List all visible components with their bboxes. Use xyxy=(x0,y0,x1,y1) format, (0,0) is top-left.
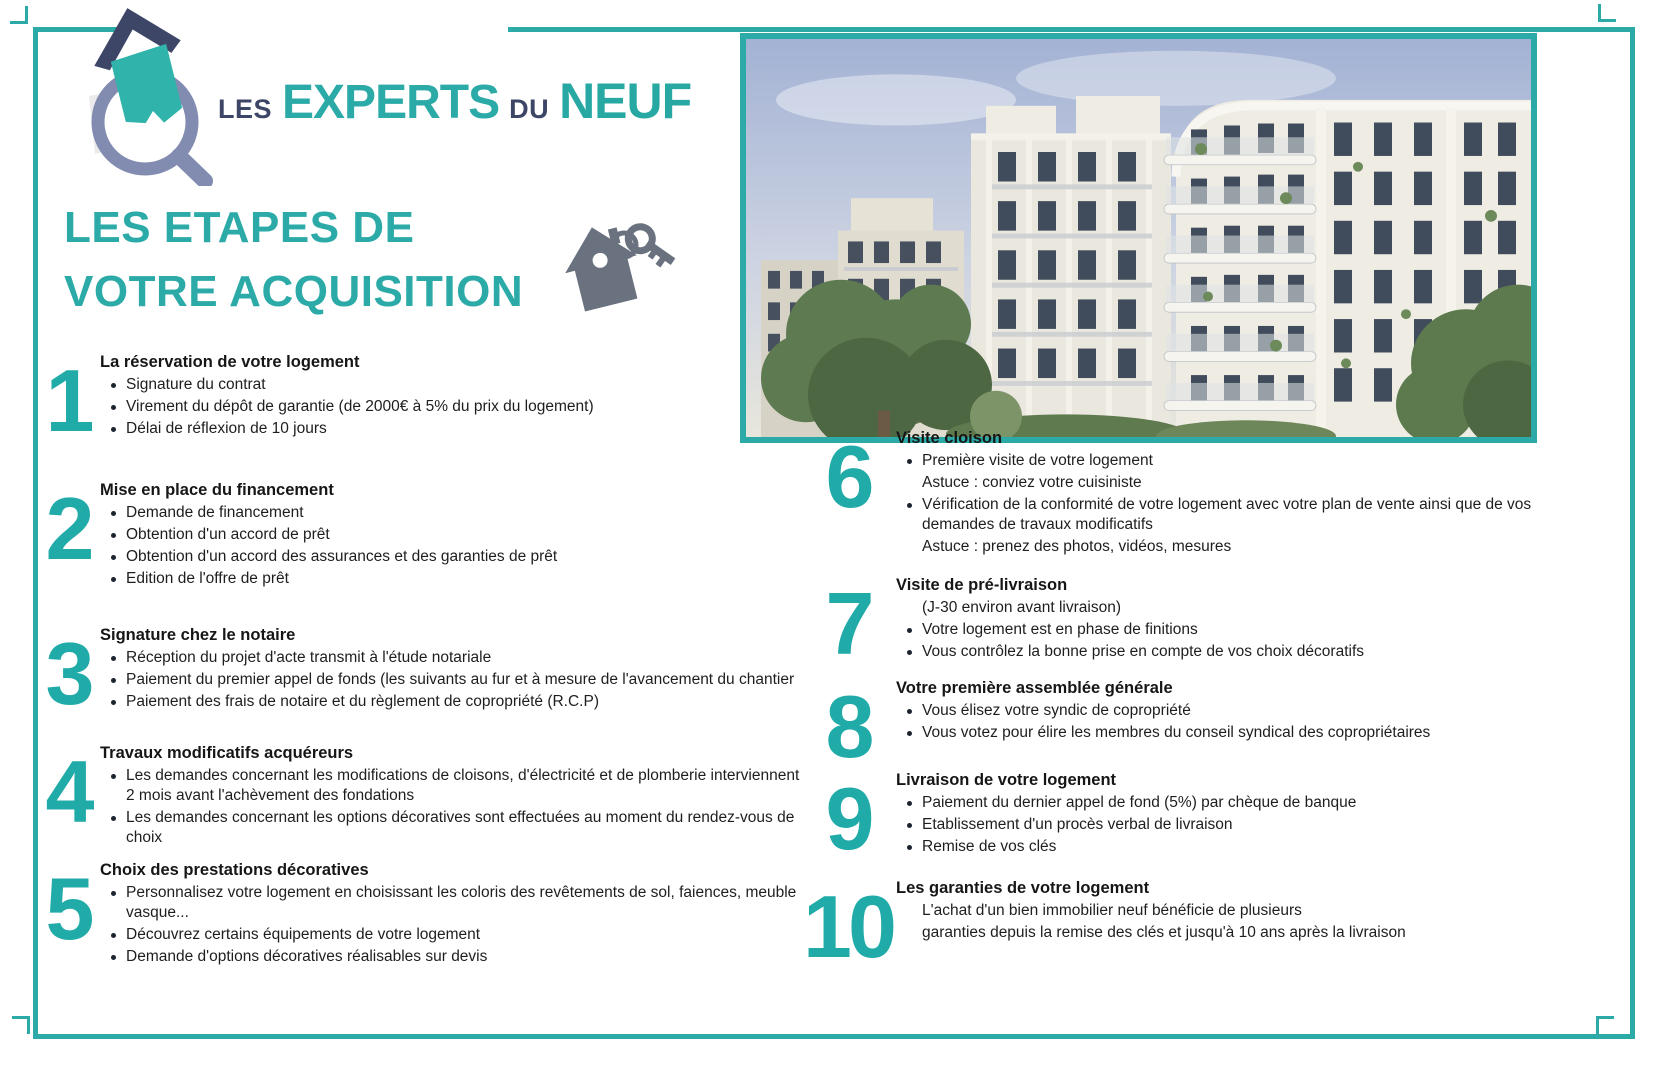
step-title: Votre première assemblée générale xyxy=(896,679,1173,697)
step-title: Visite de pré-livraison xyxy=(896,576,1068,594)
step-number: 5 xyxy=(45,859,91,958)
step-item: Première visite de votre logement xyxy=(906,451,1536,471)
step-title: Travaux modificatifs acquéreurs xyxy=(100,744,354,762)
logo-wordmark xyxy=(218,72,691,130)
step-title: Mise en place du financement xyxy=(100,481,334,499)
step-item: L'achat d'un bien immobilier neuf bénéficie de plusieurs xyxy=(922,902,1302,919)
step-item: Vérification de la conformité de votre logement avec votre plan de vente ainsi que de vos demandes de travaux modificatifs xyxy=(906,495,1536,535)
step-title: Livraison de votre logement xyxy=(896,771,1117,789)
step-item: garanties depuis la remise des clés et jusqu'à 10 ans après la livraison xyxy=(922,924,1406,941)
corner-mark-icon xyxy=(1596,1016,1614,1034)
step-item: Paiement du premier appel de fonds (les suivants au fur et à mesure de l'avancement du chantier xyxy=(110,670,810,690)
step-item: Astuce : prenez des photos, vidéos, mesures xyxy=(922,538,1232,555)
step-7 xyxy=(800,574,1536,673)
step-item: Obtention d'un accord de prêt xyxy=(110,525,810,545)
step-item: Etablissement d'un procès verbal de livraison xyxy=(906,815,1536,835)
corner-mark-icon xyxy=(1598,4,1616,22)
page-title xyxy=(64,196,523,324)
step-item: Les demandes concernant les options décoratives sont effectuées au moment du rendez-vous de choix xyxy=(110,808,810,848)
step-title: Visite cloison xyxy=(896,429,1003,447)
magnifier-house-logo-icon xyxy=(75,4,215,186)
building-illustration xyxy=(746,39,1531,437)
step-4 xyxy=(36,743,810,850)
step-5 xyxy=(36,860,810,969)
logo-word-neuf: NEUF xyxy=(559,73,692,129)
step-number: 4 xyxy=(45,742,91,841)
page-title-line1: LES ETAPES DE xyxy=(64,203,415,252)
step-item: Paiement des frais de notaire et du règlement de copropriété (R.C.P) xyxy=(110,692,810,712)
step-number: 8 xyxy=(825,677,871,776)
step-number: 9 xyxy=(825,769,871,868)
step-item: Réception du projet d'acte transmit à l'étude notariale xyxy=(110,648,810,668)
house-keys-icon xyxy=(558,212,678,320)
step-item: Les demandes concernant les modifications de cloisons, d'électricité et de plomberie interviennent 2 mois avant l'achèvement des fondations xyxy=(110,766,810,806)
step-number: 3 xyxy=(45,624,91,723)
step-item: Signature du contrat xyxy=(110,375,810,395)
step-number: 10 xyxy=(803,877,893,976)
logo-word-du: DU xyxy=(509,94,550,124)
step-item: Astuce : conviez votre cuisiniste xyxy=(922,474,1142,491)
step-1 xyxy=(36,351,810,450)
step-item: Découvrez certains équipements de votre logement xyxy=(110,925,810,945)
step-number: 2 xyxy=(45,479,91,578)
step-title: Signature chez le notaire xyxy=(100,626,296,644)
step-title: La réservation de votre logement xyxy=(100,353,360,371)
step-item: (J-30 environ avant livraison) xyxy=(922,599,1122,616)
step-item: Demande d'options décoratives réalisables sur devis xyxy=(110,947,810,967)
step-item: Virement du dépôt de garantie (de 2000€ à 5% du prix du logement) xyxy=(110,397,810,417)
step-8 xyxy=(800,677,1536,776)
step-item: Paiement du dernier appel de fond (5%) par chèque de banque xyxy=(906,793,1536,813)
corner-mark-icon xyxy=(12,1016,30,1034)
step-10 xyxy=(800,877,1536,976)
step-2 xyxy=(36,480,810,591)
step-item: Demande de financement xyxy=(110,503,810,523)
step-title: Choix des prestations décoratives xyxy=(100,861,369,879)
logo-word-experts: EXPERTS xyxy=(282,76,500,129)
step-item: Vous élisez votre syndic de copropriété xyxy=(906,701,1536,721)
step-item: Remise de vos clés xyxy=(906,837,1536,857)
step-item: Vous votez pour élire les membres du conseil syndical des copropriétaires xyxy=(906,723,1536,743)
corner-mark-icon xyxy=(10,6,28,24)
logo-word-les: LES xyxy=(218,94,273,124)
step-title: Les garanties de votre logement xyxy=(896,879,1150,897)
step-6 xyxy=(800,428,1536,559)
step-number: 6 xyxy=(825,427,871,526)
building-photo xyxy=(740,33,1537,443)
step-number: 1 xyxy=(45,351,91,450)
page-title-line2: VOTRE ACQUISITION xyxy=(64,267,524,316)
step-item: Personnalisez votre logement en choisissant les coloris des revêtements de sol, faiences, meuble vasque... xyxy=(110,883,810,923)
step-item: Vous contrôlez la bonne prise en compte de vos choix décoratifs xyxy=(906,642,1536,662)
step-item: Obtention d'un accord des assurances et des garanties de prêt xyxy=(110,547,810,567)
step-item: Votre logement est en phase de finitions xyxy=(906,620,1536,640)
step-9 xyxy=(800,769,1536,868)
step-3 xyxy=(36,624,810,723)
step-item: Délai de réflexion de 10 jours xyxy=(110,419,810,439)
step-number: 7 xyxy=(825,574,871,673)
step-item: Edition de l'offre de prêt xyxy=(110,569,810,589)
